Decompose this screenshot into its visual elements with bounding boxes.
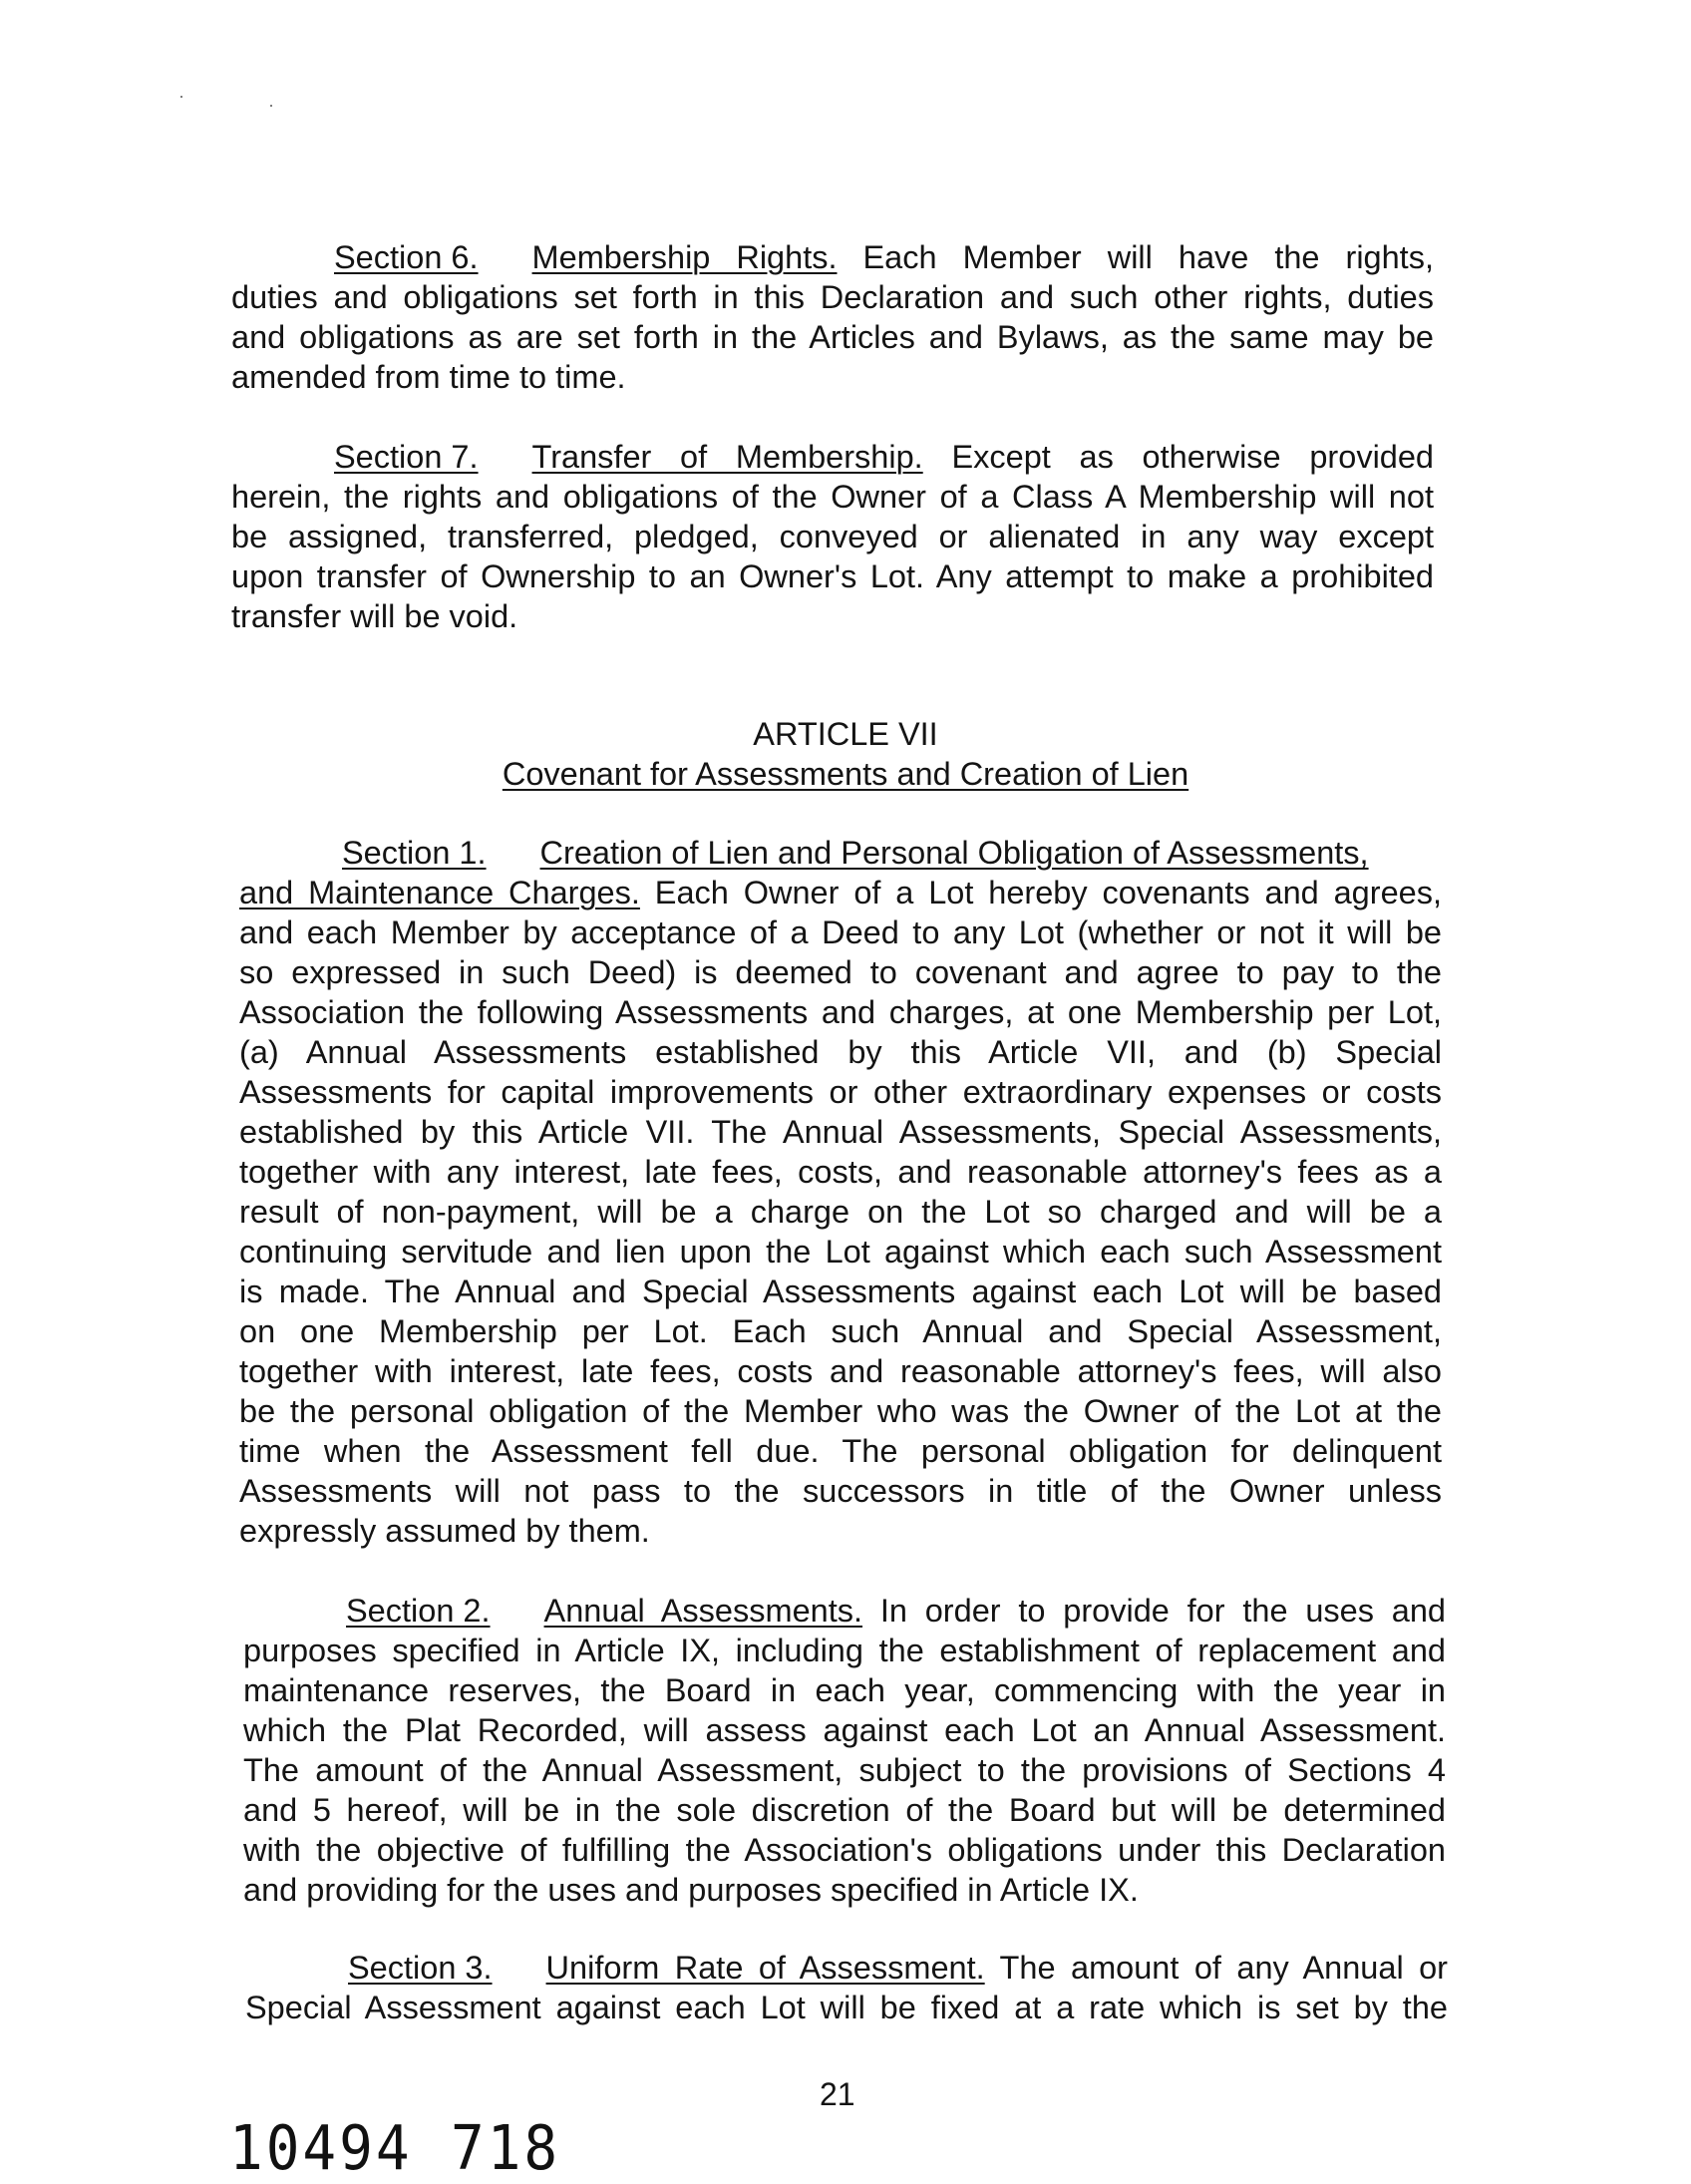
section-1-title-part1: Creation of Lien and Personal Obligation of Assessments, (539, 835, 1369, 871)
section-1-line: Assessments will not pass to the successors in title of the Owner unless (239, 1473, 1442, 1509)
section-7-paragraph (231, 437, 1434, 636)
section-1-paragraph (239, 833, 1442, 1551)
section-7-line: transfer will be void. (231, 598, 518, 634)
article-subtitle (0, 754, 1691, 794)
section-3-first-line (245, 1948, 1448, 1988)
section-7-line: be assigned, transferred, pledged, conveyed or alienated in any way except (231, 519, 1434, 554)
section-6-paragraph (231, 237, 1434, 397)
section-1-line: be the personal obligation of the Member who was the Owner of the Lot at the (239, 1393, 1442, 1429)
section-1-line: together with interest, late fees, costs and reasonable attorney's fees, will also (239, 1353, 1442, 1389)
section-1-line: result of non-payment, will be a charge on the Lot so charged and will be a (239, 1194, 1442, 1230)
section-2-first-line (243, 1591, 1446, 1631)
section-7-title: Transfer of Membership. (531, 439, 923, 475)
section-6-line: duties and obligations set forth in this Declaration and such other rights, duties (231, 279, 1434, 315)
section-1-line: (a) Annual Assessments established by this Article VII, and (b) Special (239, 1034, 1442, 1070)
section-2-line: and providing for the uses and purposes specified in Article IX. (243, 1872, 1139, 1908)
section-2-line: maintenance reserves, the Board in each year, commencing with the year in (243, 1672, 1446, 1708)
section-2-line: and 5 hereof, will be in the sole discretion of the Board but will be determined (243, 1792, 1446, 1828)
section-1-line: established by this Article VII. The Annual Assessments, Special Assessments, (239, 1114, 1442, 1150)
scan-speck (270, 105, 272, 107)
article-heading: ARTICLE VII (753, 716, 938, 752)
section-1-line: time when the Assessment fell due. The personal obligation for delinquent (239, 1433, 1442, 1469)
section-2-number: Section 2. (346, 1593, 491, 1629)
section-6-number: Section 6. (334, 239, 479, 275)
section-2-line: purposes specified in Article IX, including the establishment of replacement and (243, 1633, 1446, 1668)
section-1-first-line (239, 833, 1442, 873)
recording-page-number: 718 (451, 2112, 561, 2184)
section-2-line: The amount of the Annual Assessment, subject to the provisions of Sections 4 (243, 1752, 1446, 1788)
section-7-first-line-text: Except as otherwise provided (951, 439, 1435, 475)
section-2-line: which the Plat Recorded, will assess against each Lot an Annual Assessment. (243, 1712, 1446, 1748)
section-1-line: together with any interest, late fees, costs, and reasonable attorney's fees as a (239, 1154, 1442, 1190)
recording-book-number: 10494 (229, 2112, 413, 2184)
section-1-second-line (239, 873, 1442, 912)
section-1-line: Assessments for capital improvements or other extraordinary expenses or costs (239, 1074, 1442, 1110)
section-1-line: continuing servitude and lien upon the Lot against which each such Assessment (239, 1234, 1442, 1270)
section-7-line: upon transfer of Ownership to an Owner's Lot. Any attempt to make a prohibited (231, 558, 1434, 594)
section-6-first-line-text: Each Member will have the rights, (862, 239, 1434, 275)
section-2-line: with the objective of fulfilling the Association's obligations under this Declaration (243, 1832, 1446, 1868)
section-1-line: and each Member by acceptance of a Deed to any Lot (whether or not it will be (239, 914, 1442, 950)
section-3-paragraph (245, 1948, 1448, 2027)
section-1-line: expressly assumed by them. (239, 1513, 650, 1549)
section-7-number: Section 7. (334, 439, 479, 475)
section-1-title-part2: and Maintenance Charges. (239, 875, 640, 910)
page-number: 21 (820, 2076, 855, 2112)
section-3-first-line-text: The amount of any Annual or (999, 1950, 1449, 1986)
article-subtitle-text: Covenant for Assessments and Creation of Lien (502, 756, 1189, 792)
section-1-line: so expressed in such Deed) is deemed to covenant and agree to pay to the (239, 954, 1442, 990)
section-1-number: Section 1. (342, 835, 487, 871)
section-2-first-line-text: In order to provide for the uses and (879, 1593, 1446, 1629)
section-2-title: Annual Assessments. (543, 1593, 863, 1629)
section-6-line: amended from time to time. (231, 359, 626, 395)
section-3-number: Section 3. (348, 1950, 493, 1986)
section-1-second-line-text: Each Owner of a Lot hereby covenants and agrees, (654, 875, 1442, 910)
section-6-title: Membership Rights. (531, 239, 838, 275)
scan-speck (180, 96, 182, 98)
section-1-line: is made. The Annual and Special Assessments against each Lot will be based (239, 1274, 1442, 1309)
section-1-line: Association the following Assessments and charges, at one Membership per Lot, (239, 994, 1442, 1030)
section-2-paragraph (243, 1591, 1446, 1910)
section-7-line: herein, the rights and obligations of the Owner of a Class A Membership will not (231, 479, 1434, 515)
section-7-first-line (231, 437, 1434, 477)
section-3-line: Special Assessment against each Lot will be fixed at a rate which is set by the (245, 1990, 1448, 2025)
section-6-line: and obligations as are set forth in the Articles and Bylaws, as the same may be (231, 319, 1434, 355)
section-6-first-line (231, 237, 1434, 277)
section-1-line: on one Membership per Lot. Each such Annual and Special Assessment, (239, 1313, 1442, 1349)
section-3-title: Uniform Rate of Assessment. (545, 1950, 985, 1986)
